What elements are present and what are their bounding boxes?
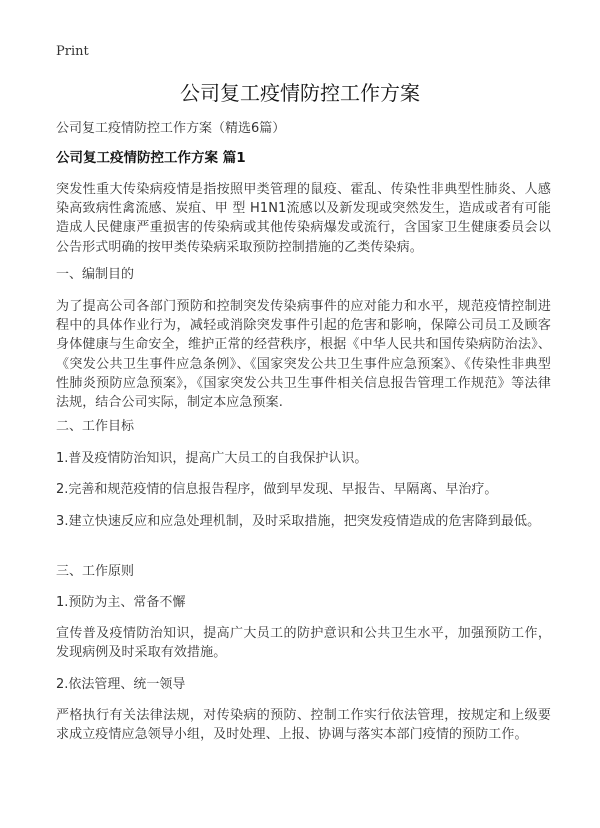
heading-purpose: 一、编制目的 — [56, 267, 135, 282]
heading-goals: 二、工作目标 — [56, 419, 135, 434]
principle-1-body: 宣传普及疫情防治知识，提高广大员工的防护意识和公共卫生水平，加强预防工作，发现病例及时采取有效措施。 — [56, 626, 551, 661]
principle-2-body: 严格执行有关法律法规，对传染病的预防、控制工作实行依法管理，按规定和上级要求成立疫情应急领导小组，及时处理、上报、协调与落实本部门疫情的预防工作。 — [56, 708, 551, 743]
goal-item-2: 2.完善和规范疫情的信息报告程序，做到早发现、早报告、早隔离、早治疗。 — [56, 482, 498, 497]
document-title: 公司复工疫情防控工作方案 — [180, 81, 420, 105]
heading-principles: 三、工作原则 — [56, 564, 135, 579]
principle-1-title: 1.预防为主、常备不懈 — [56, 595, 186, 610]
goal-item-3: 3.建立快速反应和应急处理机制，及时采取措施，把突发疫情造成的危害降到最低。 — [56, 514, 541, 529]
section-heading: 公司复工疫情防控工作方案 篇1 — [56, 150, 246, 166]
purpose-paragraph: 为了提高公司各部门预防和控制突发传染病事件的应对能力和水平，规范疫情控制进程中的具体作业行为，减轻或消除突发事件引起的危害和影响，保障公司员工及顾客身体健康与生命安全，维护正常的经营秩序，根据《中华人民共和国传染病防治法》、《突发公共卫生事件应急条例》、《国家突发公共卫生事件应急预案》、《传染性非典型性肺炎预防应急预案》，《国家突发公共卫生事件相关信息报告管理工作规范》等法律法规，结合公司实际，制定本应急预案. — [56, 299, 551, 411]
goal-item-1: 1.普及疫情防治知识，提高广大员工的自我保护认识。 — [56, 451, 368, 466]
principle-2-title: 2.依法管理、统一领导 — [56, 677, 186, 692]
document-subtitle: 公司复工疫情防控工作方案（精选6篇） — [56, 121, 286, 136]
intro-paragraph: 突发性重大传染病疫情是指按照甲类管理的鼠疫、霍乱、传染性非典型性肺炎、人感染高致病性禽流感、炭疽、甲 型 H1N1流感以及新发现或突然发生，造成或者有可能造成人民健康严重损害的传染病或其他传染病爆发或流行，含国家卫生健康委员会以公告形式明确的按甲类传染病采取预防控制措施的乙类传染病。 — [56, 182, 551, 255]
print-link[interactable]: Print — [56, 44, 89, 59]
